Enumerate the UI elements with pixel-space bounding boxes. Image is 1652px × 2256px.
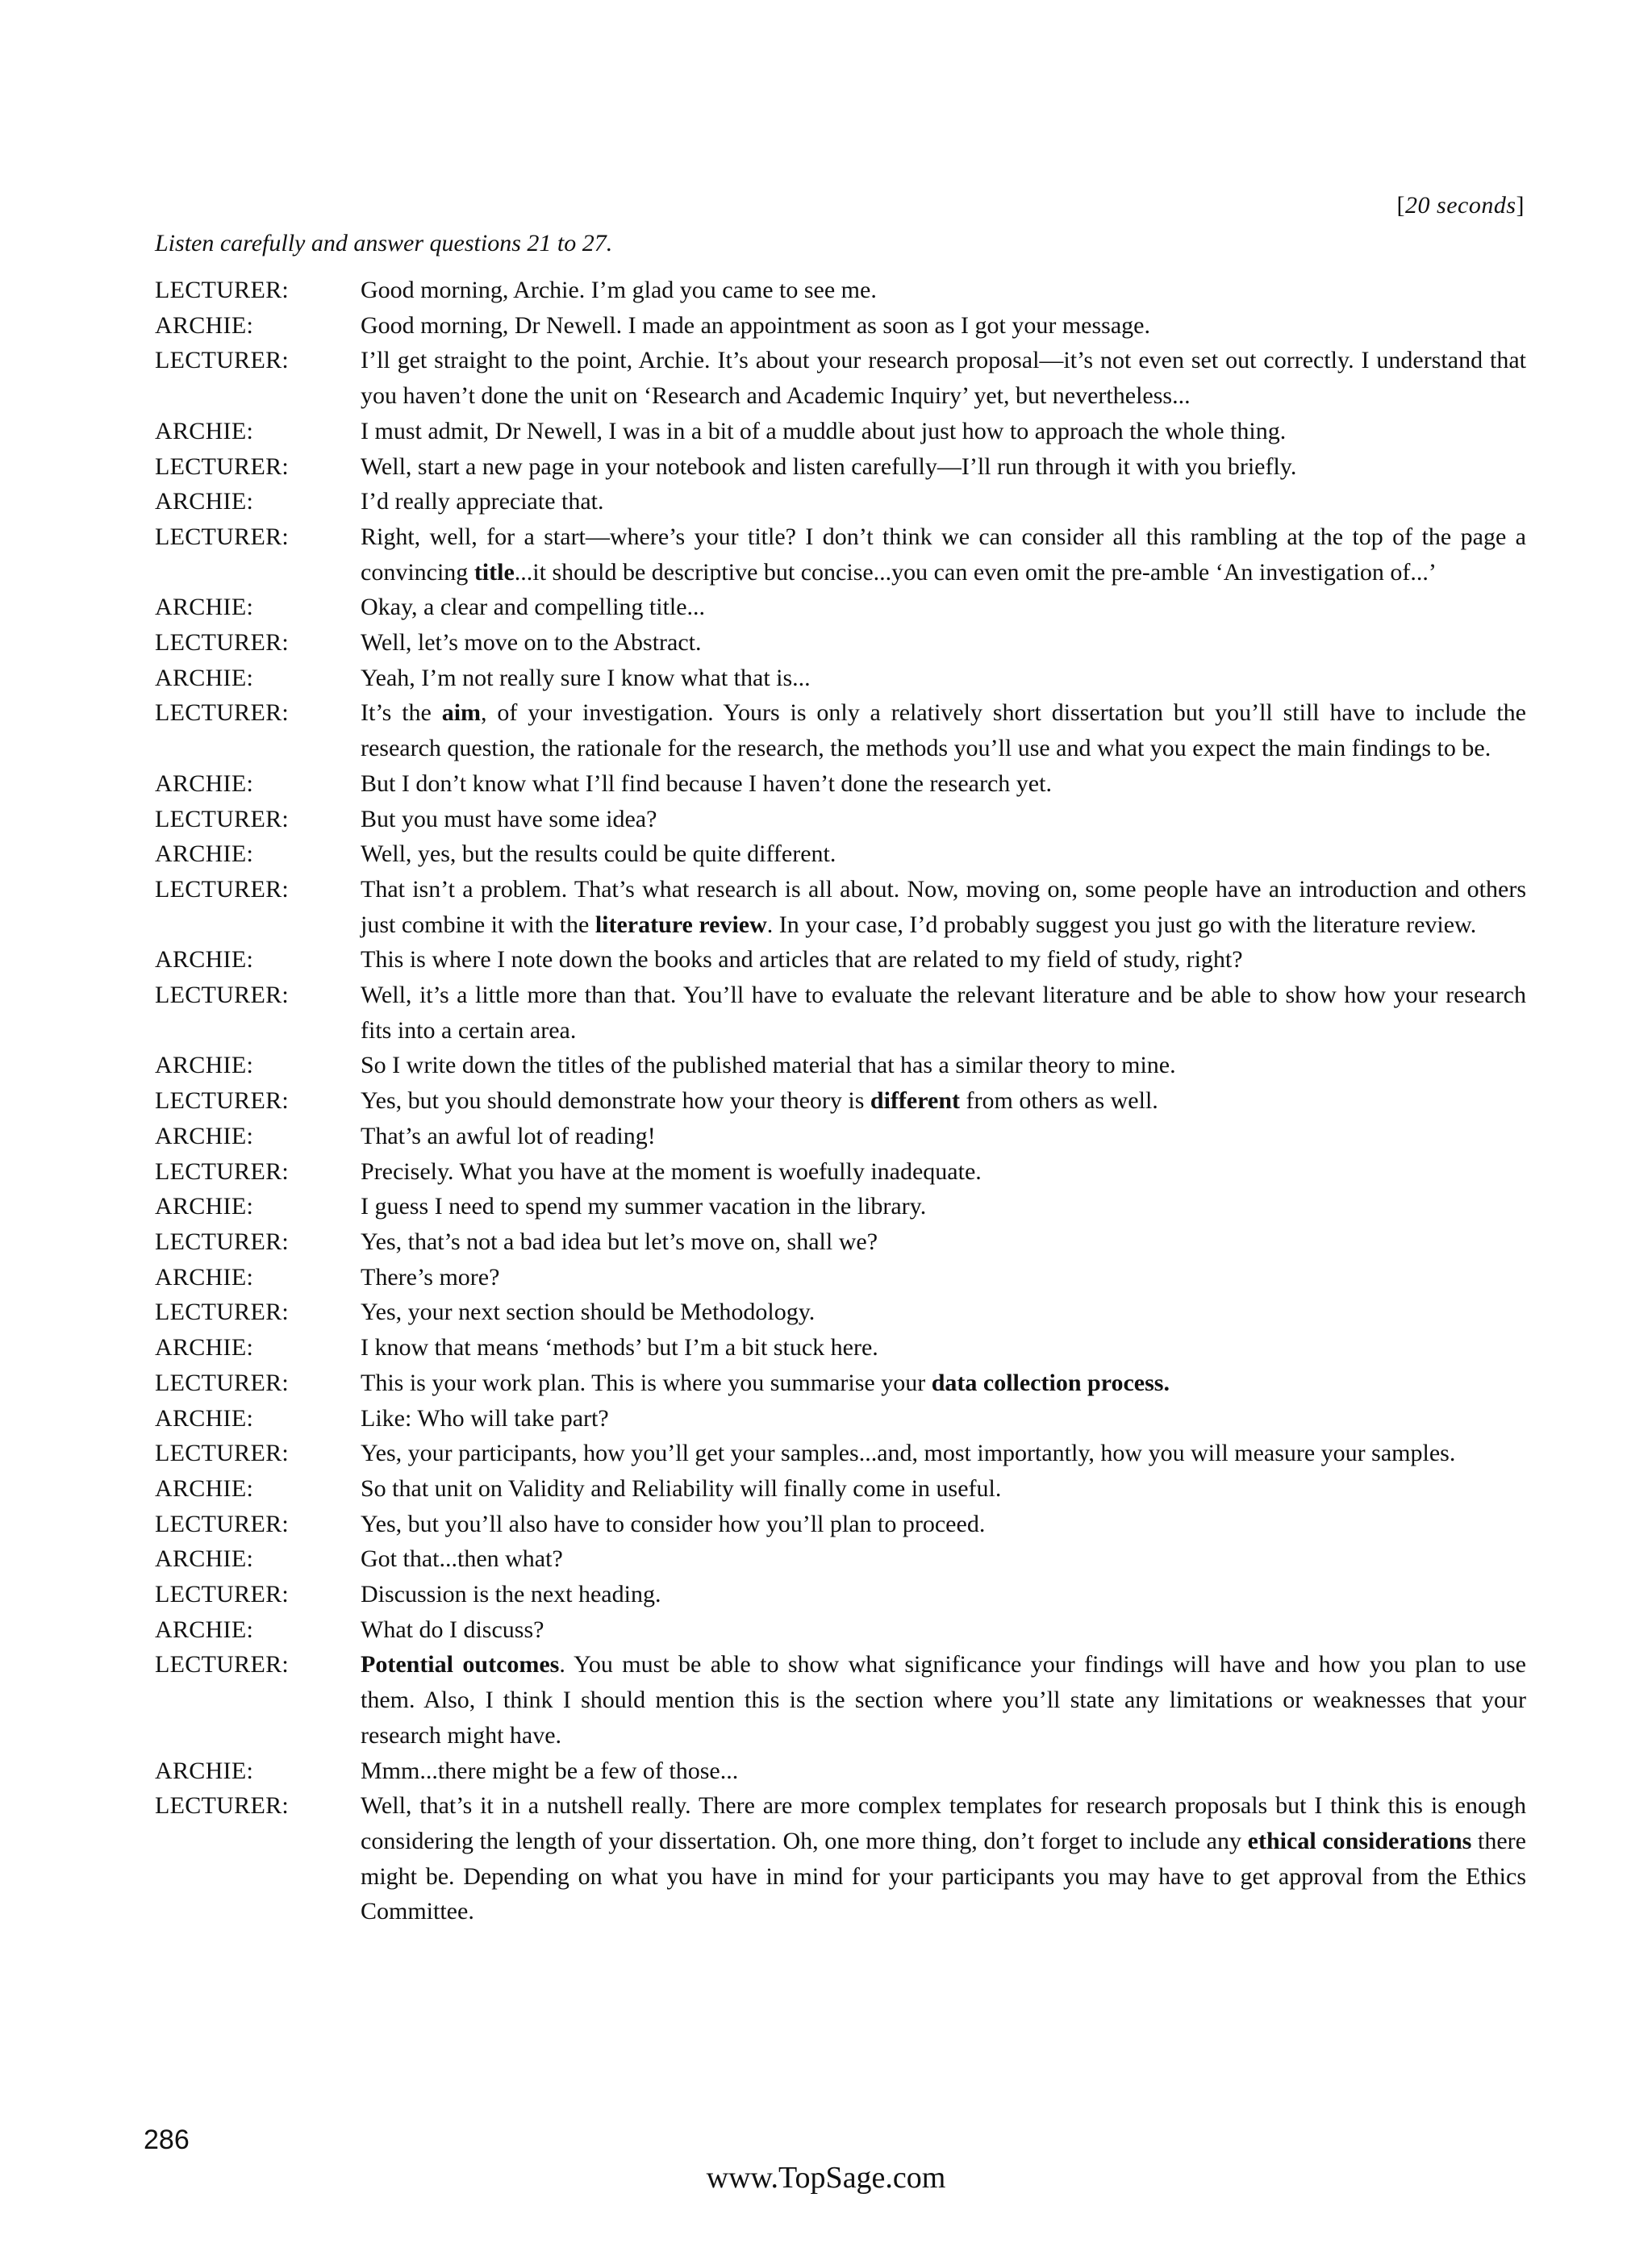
dialogue-line	[155, 1401, 1526, 1437]
speaker-label: ARCHIE:	[155, 417, 254, 444]
dialogue-line	[155, 1541, 1526, 1577]
speech-segment: Yeah, I’m not really sure I know what that is...	[361, 664, 811, 691]
speaker-label: ARCHIE:	[155, 1052, 254, 1079]
speaker-label: LECTURER:	[155, 982, 290, 1009]
speech-segment: Well, yes, but the results could be quite different.	[361, 840, 836, 868]
dialogue-line	[155, 273, 1526, 308]
timer-note: [20 seconds]	[1396, 192, 1525, 219]
dialogue-line	[155, 590, 1526, 625]
dialogue-line	[155, 1577, 1526, 1612]
speech-segment: So I write down the titles of the published material that has a similar theory to mine.	[361, 1052, 1176, 1079]
speech-segment: This is your work plan. This is where you summarise your	[361, 1369, 932, 1396]
page-number: 286	[144, 2125, 190, 2155]
speech-segment: . You must be able to show what significance your findings will have and how you plan to use them. Also, I think I should mention this is the section where you’ll state any limitations or weaknesses that your research might have.	[361, 1651, 1526, 1749]
speech-segment: , of your investigation. Yours is only a relatively short dissertation but you’ll still have to include the research question, the rationale for the research, the methods you’ll use and what you expect the main findings to be.	[361, 699, 1526, 762]
speech-segment: There’s more?	[361, 1263, 500, 1291]
speech-text	[361, 1260, 1526, 1295]
dialogue-line	[155, 802, 1526, 837]
speech-text	[361, 273, 1526, 308]
speaker-label: LECTURER:	[155, 1792, 290, 1820]
speaker-label: LECTURER:	[155, 277, 290, 303]
dialogue-line	[155, 1083, 1526, 1119]
speaker-label: LECTURER:	[155, 1299, 290, 1326]
emphasis-text: literature review	[594, 911, 767, 938]
speech-text	[361, 1048, 1526, 1083]
speech-segment: Discussion is the next heading.	[361, 1581, 661, 1608]
speech-text	[361, 766, 1526, 802]
speech-text	[361, 1788, 1526, 1929]
speaker-label: ARCHIE:	[155, 488, 254, 515]
emphasis-text: different	[870, 1087, 961, 1115]
speech-text	[361, 1541, 1526, 1577]
dialogue-line	[155, 661, 1526, 696]
speech-segment: Got that...then what?	[361, 1545, 563, 1573]
dialogue-line	[155, 625, 1526, 661]
dialogue-line	[155, 1189, 1526, 1224]
dialogue-line	[155, 836, 1526, 872]
speaker-label: LECTURER:	[155, 452, 290, 480]
speech-segment: What do I discuss?	[361, 1616, 544, 1643]
speaker-label: LECTURER:	[155, 1651, 290, 1678]
speech-text	[361, 802, 1526, 837]
speaker-label: LECTURER:	[155, 1228, 290, 1255]
dialogue-line	[155, 1366, 1526, 1401]
speech-text	[361, 484, 1526, 519]
dialogue-line	[155, 484, 1526, 519]
speaker-label: ARCHIE:	[155, 1263, 254, 1291]
emphasis-text: ethical considerations	[1247, 1827, 1472, 1854]
dialogue-line	[155, 766, 1526, 802]
speech-text	[361, 1189, 1526, 1224]
speech-segment: Well, that’s it in a nutshell really. There are more complex templates for research proposals but I think this is enough considering the length of your dissertation. Oh, one more thing, don’t forget to include any	[361, 1792, 1526, 1854]
speech-segment: This is where I note down the books and articles that are related to my field of study, right?	[361, 946, 1243, 974]
dialogue-line	[155, 1471, 1526, 1507]
dialogue-line	[155, 1788, 1526, 1929]
speech-segment: Good morning, Dr Newell. I made an appointment as soon as I got your message.	[361, 311, 1150, 339]
speaker-label: LECTURER:	[155, 1087, 290, 1115]
speaker-label: ARCHIE:	[155, 311, 254, 339]
instruction-text: Listen carefully and answer questions 21 to 27.	[155, 230, 613, 256]
speaker-label: ARCHIE:	[155, 594, 254, 621]
emphasis-text: title	[473, 558, 515, 586]
speech-segment: That isn’t a problem. That’s what research is all about. Now, moving on, some people have an introduction and others just combine it with the	[361, 875, 1526, 938]
speech-segment: Precisely. What you have at the moment is woefully inadequate.	[361, 1157, 982, 1185]
speech-segment: Mmm...there might be a few of those...	[361, 1757, 739, 1784]
speech-segment: Good morning, Archie. I’m glad you came to see me.	[361, 277, 877, 303]
speech-text	[361, 519, 1526, 590]
speaker-label: ARCHIE:	[155, 664, 254, 691]
speaker-label: LECTURER:	[155, 1581, 290, 1608]
speech-text	[361, 1612, 1526, 1648]
footer-url: www.TopSage.com	[706, 2161, 946, 2195]
dialogue-line	[155, 695, 1526, 765]
dialogue-line	[155, 978, 1526, 1048]
dialogue-line	[155, 414, 1526, 449]
speaker-label: LECTURER:	[155, 523, 290, 550]
speaker-label: ARCHIE:	[155, 769, 254, 797]
dialogue-line	[155, 1647, 1526, 1753]
speech-text	[361, 590, 1526, 625]
speech-text	[361, 1119, 1526, 1154]
speech-segment: Yes, but you should demonstrate how your theory is	[361, 1087, 870, 1115]
speaker-label: LECTURER:	[155, 699, 290, 727]
dialogue-line	[155, 1295, 1526, 1330]
dialogue-line	[155, 449, 1526, 485]
timer-text: 20 seconds	[1405, 192, 1516, 219]
speech-segment: It’s the	[361, 699, 442, 727]
speaker-label: ARCHIE:	[155, 946, 254, 974]
dialogue-transcript	[155, 273, 1526, 1929]
speaker-label: LECTURER:	[155, 1510, 290, 1537]
dialogue-line	[155, 1330, 1526, 1366]
speaker-label: LECTURER:	[155, 629, 290, 657]
speech-text	[361, 1436, 1526, 1471]
speech-text	[361, 1754, 1526, 1789]
speech-text	[361, 1647, 1526, 1753]
speech-text	[361, 872, 1526, 942]
speech-text	[361, 1401, 1526, 1437]
speaker-label: ARCHIE:	[155, 1545, 254, 1573]
speech-text	[361, 449, 1526, 485]
speech-segment: from others as well.	[960, 1087, 1158, 1115]
speaker-label: ARCHIE:	[155, 1404, 254, 1432]
dialogue-line	[155, 1436, 1526, 1471]
speech-segment: But you must have some idea?	[361, 805, 657, 832]
dialogue-line	[155, 1119, 1526, 1154]
speech-segment: So that unit on Validity and Reliability will finally come in useful.	[361, 1474, 1002, 1502]
speech-segment: I’d really appreciate that.	[361, 488, 604, 515]
speech-segment: Yes, but you’ll also have to consider how you’ll plan to proceed.	[361, 1510, 986, 1537]
speech-text	[361, 625, 1526, 661]
speech-text	[361, 661, 1526, 696]
speech-segment: I know that means ‘methods’ but I’m a bit stuck here.	[361, 1334, 878, 1362]
speech-segment: Yes, that’s not a bad idea but let’s move on, shall we?	[361, 1228, 878, 1255]
speech-text	[361, 1083, 1526, 1119]
speaker-label: ARCHIE:	[155, 840, 254, 868]
speech-segment: there might be. Depending on what you have in mind for your participants you may have to get approval from the Ethics Committee.	[361, 1827, 1526, 1925]
speech-text	[361, 1295, 1526, 1330]
dialogue-line	[155, 1260, 1526, 1295]
speech-segment: . In your case, I’d probably suggest you just go with the literature review.	[766, 911, 1477, 938]
speaker-label: LECTURER:	[155, 1157, 290, 1185]
emphasis-text: aim	[441, 699, 482, 727]
speech-segment: Right, well, for a start—where’s your title? I don’t think we can consider all this rambling at the top of the page a convincing	[361, 523, 1526, 586]
speaker-label: ARCHIE:	[155, 1757, 254, 1784]
speech-text	[361, 1154, 1526, 1190]
speech-text	[361, 978, 1526, 1048]
speaker-label: ARCHIE:	[155, 1334, 254, 1362]
dialogue-line	[155, 1154, 1526, 1190]
speech-segment: Well, let’s move on to the Abstract.	[361, 629, 702, 657]
dialogue-line	[155, 343, 1526, 413]
speech-segment: I must admit, Dr Newell, I was in a bit of a muddle about just how to approach the whole thing.	[361, 417, 1287, 444]
speaker-label: LECTURER:	[155, 1440, 290, 1467]
speaker-label: LECTURER:	[155, 1369, 290, 1396]
speech-text	[361, 414, 1526, 449]
speech-segment: Like: Who will take part?	[361, 1404, 609, 1432]
emphasis-text: Potential outcomes	[361, 1651, 560, 1678]
speaker-label: ARCHIE:	[155, 1193, 254, 1220]
speaker-label: ARCHIE:	[155, 1616, 254, 1643]
speech-segment: Yes, your next section should be Methodology.	[361, 1299, 816, 1326]
dialogue-line	[155, 519, 1526, 590]
dialogue-line	[155, 1507, 1526, 1542]
emphasis-text: data collection process.	[931, 1369, 1170, 1396]
speech-text	[361, 1577, 1526, 1612]
dialogue-line	[155, 942, 1526, 978]
speaker-label: ARCHIE:	[155, 1474, 254, 1502]
speech-segment: Well, it’s a little more than that. You’ll have to evaluate the relevant literature and be able to show how your research fits into a certain area.	[361, 982, 1526, 1044]
speech-text	[361, 343, 1526, 413]
speech-segment: Okay, a clear and compelling title...	[361, 594, 706, 621]
speech-text	[361, 695, 1526, 765]
speaker-label: LECTURER:	[155, 875, 290, 903]
speech-segment: That’s an awful lot of reading!	[361, 1122, 656, 1149]
speech-text	[361, 1471, 1526, 1507]
speech-segment: Yes, your participants, how you’ll get your samples...and, most importantly, how you will measure your samples.	[361, 1440, 1456, 1467]
speech-text	[361, 308, 1526, 344]
speaker-label: LECTURER:	[155, 805, 290, 832]
dialogue-line	[155, 1048, 1526, 1083]
speech-text	[361, 836, 1526, 872]
dialogue-line	[155, 1754, 1526, 1789]
speech-segment: I’ll get straight to the point, Archie. It’s about your research proposal—it’s not even set out correctly. I understand that you haven’t done the unit on ‘Research and Academic Inquiry’ yet, but nevertheless...	[361, 347, 1526, 410]
speaker-label: ARCHIE:	[155, 1122, 254, 1149]
speaker-label: LECTURER:	[155, 347, 290, 374]
speech-text	[361, 1366, 1526, 1401]
speech-text	[361, 1330, 1526, 1366]
speech-text	[361, 1224, 1526, 1260]
dialogue-line	[155, 872, 1526, 942]
speech-segment: But I don’t know what I’ll find because I haven’t done the research yet.	[361, 769, 1052, 797]
dialogue-line	[155, 1612, 1526, 1648]
speech-segment: ...it should be descriptive but concise...you can even omit the pre-amble ‘An investigation of...’	[514, 558, 1437, 586]
speech-segment: I guess I need to spend my summer vacation in the library.	[361, 1193, 927, 1220]
speech-segment: Well, start a new page in your notebook and listen carefully—I’ll run through it with you briefly.	[361, 452, 1297, 480]
dialogue-line	[155, 308, 1526, 344]
speech-text	[361, 942, 1526, 978]
speech-text	[361, 1507, 1526, 1542]
dialogue-line	[155, 1224, 1526, 1260]
